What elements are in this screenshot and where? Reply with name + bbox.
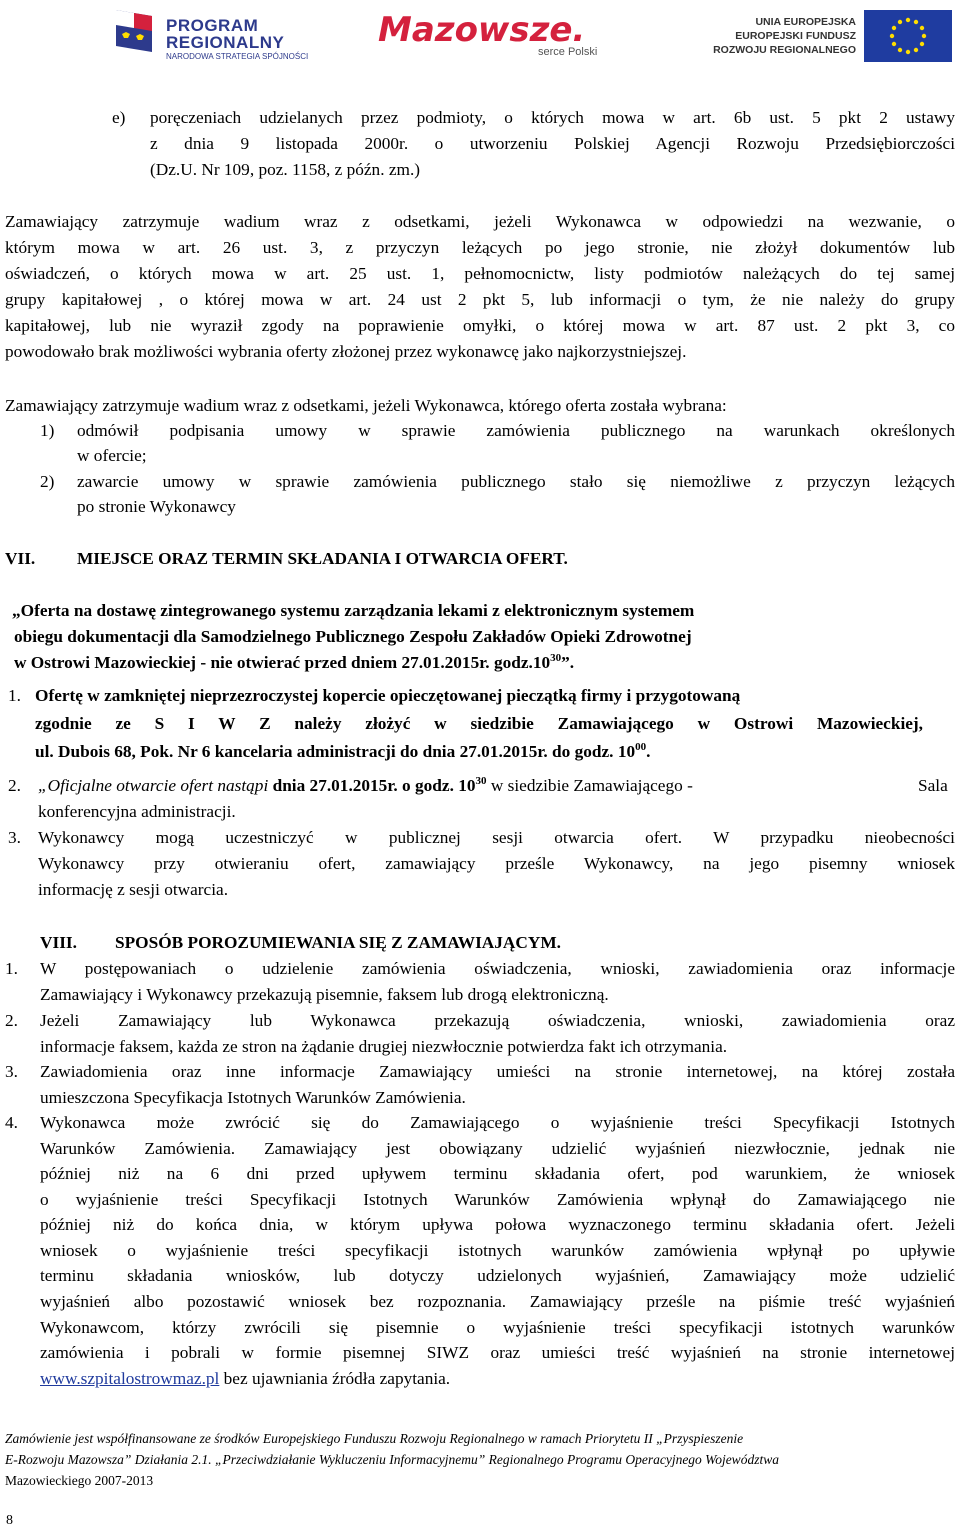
para1-line-3: oświadczeń, o których mowa w art. 25 ust. 1, pełnomocnictw, listy podmiotów należących do tej samej xyxy=(5,264,955,283)
section8-item4-line-11: www.szpitalostrowmaz.pl bez ujawniania źródła zapytania. xyxy=(40,1369,451,1388)
section7-item3-line-1: Wykonawcy mogą uczestniczyć w publicznej sesji otwarcia ofert. W przypadku nieobecności xyxy=(38,828,955,847)
section7-item3-num: 3. xyxy=(8,828,21,847)
section7-item2-end: Sala xyxy=(918,776,948,795)
section7-item1-num: 1. xyxy=(8,686,21,705)
section8-item2-num: 2. xyxy=(5,1011,18,1030)
footer-line-3: Mazowieckiego 2007-2013 xyxy=(5,1473,154,1488)
footer-line-2: E-Rozwoju Mazowsza” Działania 2.1. „Przeciwdziałanie Wykluczeniu Informacyjnemu” Regionalnego Programu Operacyjnego Województwa xyxy=(5,1452,779,1467)
program-title-2: REGIONALNY xyxy=(166,33,285,52)
eu-line-2: EUROPEJSKI FUNDUSZ xyxy=(735,30,856,42)
section7-item2-num: 2. xyxy=(8,776,21,795)
para1-line-2: którym mowa w art. 26 ust. 3, z przyczyn leżących po jego stronie, nie złożył dokumentów lub xyxy=(5,238,955,257)
section8-item4-line-3: później niż na 6 dni przed upływem terminu składania ofert, pod warunkiem, że wniosek xyxy=(40,1164,955,1183)
item-e-line-1: poręczeniach udzielanych przez podmioty, o których mowa w art. 6b ust. 5 pkt 2 ustawy xyxy=(150,108,955,127)
para1-line-4: grupy kapitałowej , o której mowa w art. 24 ust 2 pkt 5, lub informacji o tym, że nie należy do grupy xyxy=(5,290,955,309)
section7-item2-line-1: „Oficjalne otwarcie ofert nastąpi dnia 27.01.2015r. o godz. $10^{30}$ w siedzibie Zamawiającego - xyxy=(38,775,693,795)
section8-item3-num: 3. xyxy=(5,1062,18,1081)
section8-item4-line-4: o wyjaśnienie treści Specyfikacji Istotnych Warunków Zamówienia wpłynął do Zamawiającego nie xyxy=(40,1190,955,1209)
section8-item2-line-2: informacje faksem, każda ze stron na żądanie drugiej niezwłocznie potwierdza fakt ich otrzymania. xyxy=(40,1037,728,1056)
para1-line-5: kapitałowej, lub nie wyraził zgody na poprawienie omyłki, o której mowa w art. 87 ust. 2 pkt 3, co xyxy=(5,316,955,335)
section7-item2-line-2: konferencyjna administracji. xyxy=(38,802,236,821)
section8-item4-line-1: Wykonawca może zwrócić się do Zamawiającego o wyjaśnienie treści Specyfikacji Istotnych xyxy=(40,1113,955,1132)
eu-line-1: UNIA EUROPEJSKA xyxy=(755,16,856,28)
mazowsze-tagline: serce Polski xyxy=(538,46,598,58)
section8-item1-line-2: Zamawiający i Wykonawcy przekazują pisemnie, faksem lub drogą elektroniczną. xyxy=(40,985,609,1004)
section8-item4-line-8: wyjaśnień albo pozostawić wniosek bez rozpoznania. Zamawiający prześle na piśmie treść wyjaśnień xyxy=(40,1292,955,1311)
section7-quote-line-3: w Ostrowi Mazowieckiej - nie otwierać przed dniem 27.01.2015r. $godz.10^{30}$”. xyxy=(14,652,575,672)
section7-item1-line-1: Ofertę w zamkniętej nieprzezroczystej kopercie opieczętowanej pieczątką firmy i przygotowaną xyxy=(35,686,741,705)
section8-item4-line-7: terminu składania wniosków, lub dotyczy udzielonych wyjaśnień, Zamawiający może udzielić xyxy=(40,1266,955,1285)
eu-logo xyxy=(680,6,952,62)
para2-item2-line-2: po stronie Wykonawcy xyxy=(77,497,236,516)
section8-item4-line-5: później niż do końca dnia, w którym upływa połowa wyznaczonego terminu składania ofert. Jeżeli xyxy=(40,1215,955,1234)
section7-item3-line-2: Wykonawcy przy otwieraniu ofert, zamawiający prześle Wykonawcy, na jego pisemny wniosek xyxy=(38,854,955,873)
mazowsze-logo xyxy=(378,8,638,62)
section8-item2-line-1: Jeżeli Zamawiający lub Wykonawca przekazują oświadczenia, wnioski, zawiadomienia oraz xyxy=(40,1011,955,1030)
section7-item1-line-2: zgodnie ze S I W Z należy złożyć w siedzibie Zamawiającego w Ostrowi Mazowieckiej, xyxy=(35,714,923,733)
item-e-line-2: z dnia 9 listopada 2000r. o utworzeniu Polskiej Agencji Rozwoju Przedsiębiorczości xyxy=(150,134,955,153)
section8-item1-num: 1. xyxy=(5,959,18,978)
section7-quote-line-2: obiegu dokumentacji dla Samodzielnego Publicznego Zespołu Zakładów Opieki Zdrowotnej xyxy=(14,627,692,646)
section7-item3-line-3: informację z sesji otwarcia. xyxy=(38,880,229,899)
para2-intro: Zamawiający zatrzymuje wadium wraz z odsetkami, jeżeli Wykonawca, którego oferta została wybrana: xyxy=(5,396,727,415)
para2-item2-num: 2) xyxy=(40,472,55,491)
section8-number: VIII. xyxy=(40,933,77,952)
para1-line-1: Zamawiający zatrzymuje wadium wraz z odsetkami, jeżeli Wykonawca w odpowiedzi na wezwanie, o xyxy=(5,212,955,231)
mazowsze-wordmark: Mazowsze. xyxy=(378,10,586,50)
section8-title: SPOSÓB POROZUMIEWANIA SIĘ Z ZAMAWIAJĄCYM. xyxy=(115,933,562,952)
program-flag-icon xyxy=(112,8,156,56)
section8-item4-line-6: wniosek o wyjaśnienie treści specyfikacji istotnych warunków zamówienia wpłynął po upływie xyxy=(40,1241,955,1260)
section8-item3-line-2: umieszczona Specyfikacja Istotnych Warunków Zamówienia. xyxy=(40,1088,466,1107)
section8-item4-line-10: zamówienia i pobrali w formie pisemnej SIWZ oraz umieści treść wyjaśnień na stronie internetowej xyxy=(40,1343,955,1362)
eu-line-3: ROZWOJU REGIONALNEGO xyxy=(713,44,856,56)
section8-item1-line-1: W postępowaniach o udzielenie zamówienia oświadczenia, wnioski, zawiadomienia oraz informacje xyxy=(40,959,955,978)
para2-item2-line-1: zawarcie umowy w sprawie zamówienia publicznego stało się niemożliwe z przyczyn leżących xyxy=(77,472,955,491)
para2-item1-line-2: w ofercie; xyxy=(77,446,147,465)
section7-title: MIEJSCE ORAZ TERMIN SKŁADANIA I OTWARCIA OFERT. xyxy=(77,549,568,568)
page-header xyxy=(0,0,960,66)
program-regionalny-logo xyxy=(112,6,342,62)
para2-item1-line-1: odmówił podpisania umowy w sprawie zamówienia publicznego na warunkach określonych xyxy=(77,421,955,440)
szpital-website-link[interactable]: www.szpitalostrowmaz.pl xyxy=(40,1369,220,1388)
footer-line-1: Zamówienie jest współfinansowane ze środków Europejskiego Funduszu Rozwoju Regionalnego w ramach Priorytetu II „Przyspieszenie xyxy=(5,1431,744,1446)
section7-quote-line-1: „Oferta na dostawę zintegrowanego systemu zarządzania lekami z elektronicznym systemem xyxy=(12,601,695,620)
item-e-line-3: (Dz.U. Nr 109, poz. 1158, z późn. zm.) xyxy=(150,160,421,179)
para1-line-6: powodowało brak możliwości wybrania oferty złożonej przez wykonawcę jako najkorzystniejszej. xyxy=(5,342,687,361)
section8-item4-line-9: Wykonawcom, którzy zwrócili się pisemnie o wyjaśnienie treści specyfikacji istotnych warunków xyxy=(40,1318,955,1337)
section8-item4-num: 4. xyxy=(5,1113,18,1132)
program-subtitle: NARODOWA STRATEGIA SPÓJNOŚCI xyxy=(166,52,309,61)
section8-item3-line-1: Zawiadomienia oraz inne informacje Zamawiający umieści na stronie internetowej, na której została xyxy=(40,1062,955,1081)
section7-number: VII. xyxy=(5,549,36,568)
section7-item1-line-3: ul. Dubois 68, Pok. Nr 6 kancelaria administracji do dnia 27.01.2015r. do godz. $10^{00}$. xyxy=(35,741,651,761)
section8-item4-line-2: Warunków Zamówienia. Zamawiający jest obowiązany udzielić wyjaśnień niezwłocznie, jednak nie xyxy=(40,1139,955,1158)
page-number: 8 xyxy=(6,1513,13,1528)
program-title-1: PROGRAM xyxy=(166,16,259,35)
item-e-marker: e) xyxy=(112,108,126,127)
eu-flag-icon xyxy=(864,10,952,62)
para2-item1-num: 1) xyxy=(40,421,55,440)
